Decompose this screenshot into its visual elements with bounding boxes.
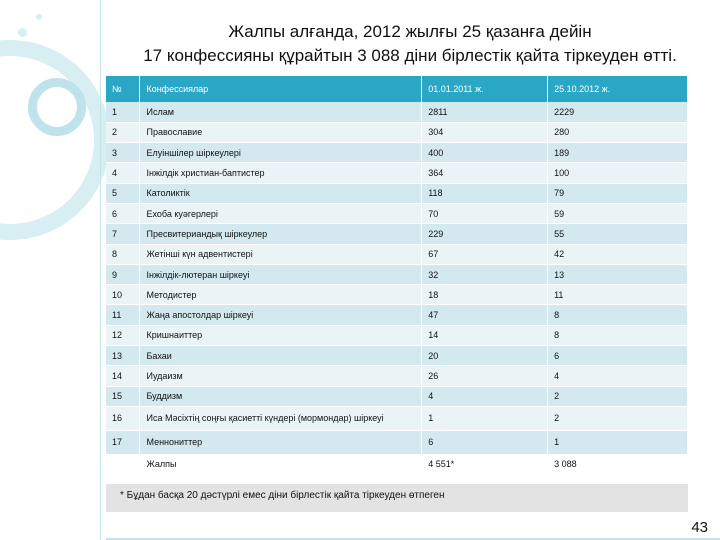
total-cell-2012: 3 088 — [548, 454, 688, 474]
total-cell-confession: Жалпы — [140, 454, 422, 474]
footnote-text: * Бұдан басқа 20 дәстүрлі емес діни бірлестік қайта тіркеуден өтпеген — [120, 490, 445, 501]
cell-2011: 4 — [422, 386, 548, 406]
table-row — [106, 102, 688, 122]
cell-2012: 42 — [548, 244, 688, 264]
dot-decoration — [18, 28, 27, 37]
cell-2011: 118 — [422, 183, 548, 203]
cell-number: 6 — [106, 203, 140, 223]
table-row — [106, 224, 688, 244]
cell-2011: 6 — [422, 430, 548, 454]
cell-2011: 364 — [422, 163, 548, 183]
confessions-table — [106, 76, 688, 475]
cell-number: 2 — [106, 122, 140, 142]
cell-confession: Жетінші күн адвентистері — [140, 244, 422, 264]
total-cell-number — [106, 454, 140, 474]
table-row — [106, 163, 688, 183]
table-row — [106, 203, 688, 223]
slide-title — [100, 20, 720, 68]
cell-2011: 47 — [422, 305, 548, 325]
table-row — [106, 325, 688, 345]
header-2011: 01.01.2011 ж. — [422, 76, 548, 102]
cell-confession: Жаңа апостолдар шіркеуі — [140, 305, 422, 325]
cell-confession: Ехоба куәгерлері — [140, 203, 422, 223]
table-row — [106, 122, 688, 142]
cell-confession: Кришнаиттер — [140, 325, 422, 345]
header-number: № — [106, 76, 140, 102]
page-number: 43 — [691, 519, 708, 536]
cell-2011: 32 — [422, 264, 548, 284]
cell-2011: 70 — [422, 203, 548, 223]
cell-2011: 20 — [422, 346, 548, 366]
table-row — [106, 406, 688, 430]
cell-number: 1 — [106, 102, 140, 122]
table-row — [106, 183, 688, 203]
cell-number: 16 — [106, 406, 140, 430]
cell-confession: Інжілдік христиан-баптистер — [140, 163, 422, 183]
cell-confession: Меннониттер — [140, 430, 422, 454]
table-row — [106, 430, 688, 454]
cell-number: 13 — [106, 346, 140, 366]
cell-number: 12 — [106, 325, 140, 345]
cell-2012: 59 — [548, 203, 688, 223]
table-row — [106, 143, 688, 163]
footnote-bar — [106, 484, 688, 512]
cell-number: 9 — [106, 264, 140, 284]
cell-number: 15 — [106, 386, 140, 406]
cell-2012: 11 — [548, 285, 688, 305]
vertical-guide-line — [100, 0, 101, 540]
table-total-row — [106, 454, 688, 474]
cell-2011: 229 — [422, 224, 548, 244]
table-row — [106, 366, 688, 386]
cell-2012: 2 — [548, 386, 688, 406]
cell-confession: Ислам — [140, 102, 422, 122]
cell-2012: 6 — [548, 346, 688, 366]
cell-number: 11 — [106, 305, 140, 325]
cell-number: 7 — [106, 224, 140, 244]
cell-number: 8 — [106, 244, 140, 264]
cell-2012: 13 — [548, 264, 688, 284]
cell-confession: Бахаи — [140, 346, 422, 366]
cell-2012: 189 — [548, 143, 688, 163]
table-row — [106, 285, 688, 305]
cell-number: 5 — [106, 183, 140, 203]
cell-2012: 100 — [548, 163, 688, 183]
cell-2012: 1 — [548, 430, 688, 454]
cell-2011: 14 — [422, 325, 548, 345]
cell-2012: 8 — [548, 325, 688, 345]
cell-2011: 26 — [422, 366, 548, 386]
cell-number: 3 — [106, 143, 140, 163]
large-ring-decoration — [0, 40, 110, 240]
title-line-1: Жалпы алғанда, 2012 жылғы 25 қазанға дейін — [228, 22, 592, 41]
cell-number: 4 — [106, 163, 140, 183]
cell-2012: 55 — [548, 224, 688, 244]
cell-confession: Методистер — [140, 285, 422, 305]
cell-number: 17 — [106, 430, 140, 454]
cell-confession: Пресвитериандық шіркеулер — [140, 224, 422, 244]
cell-2011: 1 — [422, 406, 548, 430]
cell-confession: Иудаизм — [140, 366, 422, 386]
cell-2011: 2811 — [422, 102, 548, 122]
table-row — [106, 346, 688, 366]
cell-confession: Елуіншілер шіркеулері — [140, 143, 422, 163]
small-ring-decoration — [28, 78, 86, 136]
cell-confession: Иса Мәсіхтің соңғы қасиетті күндері (мормондар) шіркеуі — [140, 406, 422, 430]
cell-confession: Католиктік — [140, 183, 422, 203]
total-cell-2011: 4 551* — [422, 454, 548, 474]
header-2012: 25.10.2012 ж. — [548, 76, 688, 102]
table-header-row — [106, 76, 688, 102]
cell-2012: 79 — [548, 183, 688, 203]
cell-number: 10 — [106, 285, 140, 305]
cell-2011: 400 — [422, 143, 548, 163]
cell-confession: Інжілдік-лютеран шіркеуі — [140, 264, 422, 284]
dot-decoration — [36, 14, 42, 20]
cell-2012: 2229 — [548, 102, 688, 122]
table-row — [106, 386, 688, 406]
cell-2011: 304 — [422, 122, 548, 142]
cell-2012: 2 — [548, 406, 688, 430]
header-confession: Конфессиялар — [140, 76, 422, 102]
cell-2011: 18 — [422, 285, 548, 305]
cell-2012: 8 — [548, 305, 688, 325]
table-row — [106, 264, 688, 284]
cell-number: 14 — [106, 366, 140, 386]
table-row — [106, 305, 688, 325]
cell-confession: Буддизм — [140, 386, 422, 406]
cell-2011: 67 — [422, 244, 548, 264]
table-row — [106, 244, 688, 264]
cell-2012: 4 — [548, 366, 688, 386]
cell-2012: 280 — [548, 122, 688, 142]
cell-confession: Православие — [140, 122, 422, 142]
title-line-2: 17 конфессияны құрайтын 3 088 діни бірлестік қайта тіркеуден өтті. — [143, 46, 677, 65]
